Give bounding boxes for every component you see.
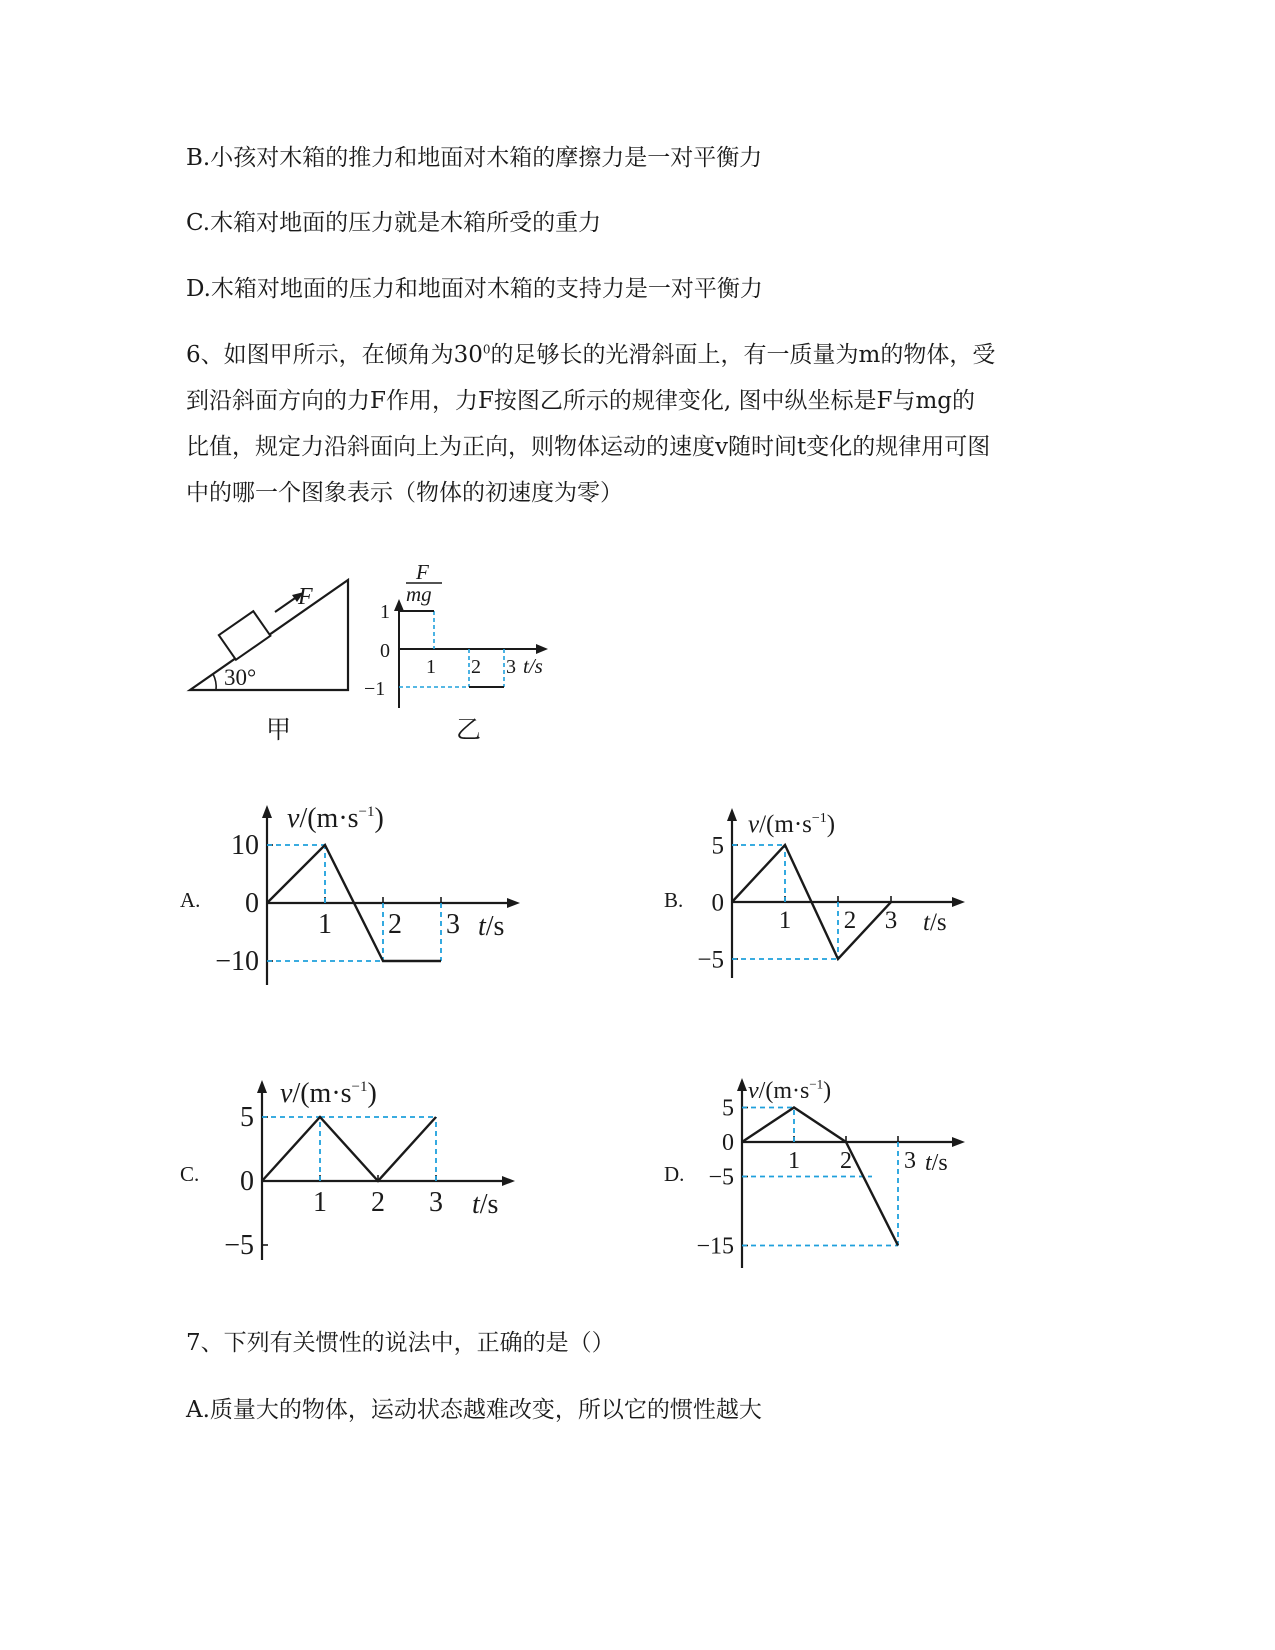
x-axis-label: t/s <box>925 1150 948 1176</box>
x-axis-label: t/s <box>478 911 505 942</box>
x-axis-arrow-icon <box>502 1176 515 1186</box>
x-tick-label: 2 <box>840 1148 852 1174</box>
y-axis-arrow-icon <box>262 805 272 818</box>
x-tick-label: 1 <box>788 1148 800 1174</box>
figure-jia-caption: 甲 <box>266 717 292 744</box>
velocity-chart-b <box>690 800 980 985</box>
y-tick-0: 0 <box>380 640 390 662</box>
y-tick-label: 0 <box>711 889 724 917</box>
angle-label: 30° <box>224 665 257 690</box>
velocity-line <box>742 1108 898 1246</box>
y-axis-label: $v/(m\cdot s^{-1})$ <box>748 811 836 838</box>
y-axis-arrow-icon <box>727 808 737 821</box>
figure-jia-incline <box>180 570 380 750</box>
y-tick-label: −5 <box>697 946 724 974</box>
y-axis-arrow-icon <box>257 1080 267 1093</box>
x-tick-label: 2 <box>371 1187 385 1218</box>
y-tick-1: 1 <box>380 601 390 623</box>
x-axis-arrow-icon <box>536 644 548 654</box>
x-tick-label: 3 <box>904 1148 916 1174</box>
y-axis-arrow-icon <box>394 599 404 611</box>
x-tick-label: 1 <box>778 907 792 934</box>
y-axis-label: $v/(m\cdot s^{-1})$ <box>280 1078 377 1109</box>
x-tick-1: 1 <box>426 656 436 678</box>
y-tick-label: 0 <box>245 888 259 920</box>
y-tick-label: −15 <box>696 1233 734 1260</box>
y-tick-label: −10 <box>215 946 259 978</box>
y-axis-arrow-icon <box>737 1078 747 1091</box>
question-6-line-4: 中的哪一个图象表示（物体的初速度为零） <box>186 480 623 506</box>
x-tick-label: 2 <box>388 909 402 940</box>
y-tick-label: 5 <box>240 1102 254 1134</box>
y-axis-label: $v/(m\cdot s^{-1})$ <box>287 803 384 834</box>
question-7: 7、下列有关惯性的说法中，正确的是（） <box>186 1330 615 1356</box>
x-axis-label: t/s <box>923 909 947 936</box>
y-tick-label: 5 <box>711 832 724 860</box>
x-axis-arrow-icon <box>507 898 520 908</box>
angle-arc <box>213 674 216 690</box>
x-axis-arrow-icon <box>952 1137 965 1147</box>
velocity-chart-a <box>195 795 535 995</box>
x-tick-label: 1 <box>313 1187 327 1218</box>
y-tick-label: 10 <box>231 830 259 862</box>
block <box>219 611 271 660</box>
question-6-line-2: 到沿斜面方向的力F作用，力F按图乙所示的规律变化, 图中纵坐标是F与mg的 <box>186 388 976 414</box>
x-axis-label: t/s <box>472 1189 499 1220</box>
x-tick-2: 2 <box>471 656 481 678</box>
velocity-line <box>262 1117 436 1181</box>
y-label-numerator: F <box>416 560 429 584</box>
force-label: F <box>298 584 313 610</box>
x-tick-3: 3 <box>506 656 516 678</box>
option-c-text: C.木箱对地面的压力就是木箱所受的重力 <box>186 210 602 236</box>
x-axis-arrow-icon <box>952 897 965 907</box>
x-tick-label: 3 <box>884 907 898 934</box>
question-7-option-a: A.质量大的物体，运动状态越难改变，所以它的惯性越大 <box>186 1397 762 1423</box>
x-tick-label: 2 <box>843 907 857 934</box>
figure-yi-caption: 乙 <box>456 717 482 744</box>
x-axis-label: t/s <box>523 654 543 678</box>
degree-superscript: 0 <box>482 342 491 357</box>
label-b: B. <box>664 888 684 912</box>
velocity-chart-d <box>690 1068 980 1278</box>
option-d-text: D.木箱对地面的压力和地面对木箱的支持力是一对平衡力 <box>186 276 763 302</box>
q6-line1-b: 的足够长的光滑斜面上，有一质量为m的物体，受 <box>490 342 996 368</box>
y-axis-label: $v/(m\cdot s^{-1})$ <box>748 1076 832 1104</box>
question-6-line-3: 比值，规定力沿斜面向上为正向，则物体运动的速度v随时间t变化的规律用可图 <box>186 434 991 460</box>
y-tick-label: −5 <box>708 1164 734 1191</box>
label-d: D. <box>664 1162 685 1186</box>
label-a: A. <box>180 888 201 912</box>
option-b-text: B.小孩对木箱的推力和地面对木箱的摩擦力是一对平衡力 <box>186 145 763 171</box>
y-tick-minus1: −1 <box>364 678 386 700</box>
y-tick-label: 0 <box>722 1129 734 1156</box>
figure-yi-force-chart <box>364 560 570 750</box>
y-tick-label: 0 <box>240 1166 254 1198</box>
y-tick-label: −5 <box>224 1230 254 1262</box>
x-tick-label: 3 <box>446 909 460 940</box>
y-tick-label: 5 <box>722 1095 734 1122</box>
velocity-chart-c <box>225 1068 535 1268</box>
q6-line1-a: 6、如图甲所示，在倾角为30 <box>186 342 483 368</box>
x-tick-label: 3 <box>429 1187 443 1218</box>
question-6-line-1 <box>186 340 995 370</box>
y-label-denominator: mg <box>406 582 432 606</box>
x-tick-label: 1 <box>318 909 332 940</box>
label-c: C. <box>180 1162 200 1186</box>
